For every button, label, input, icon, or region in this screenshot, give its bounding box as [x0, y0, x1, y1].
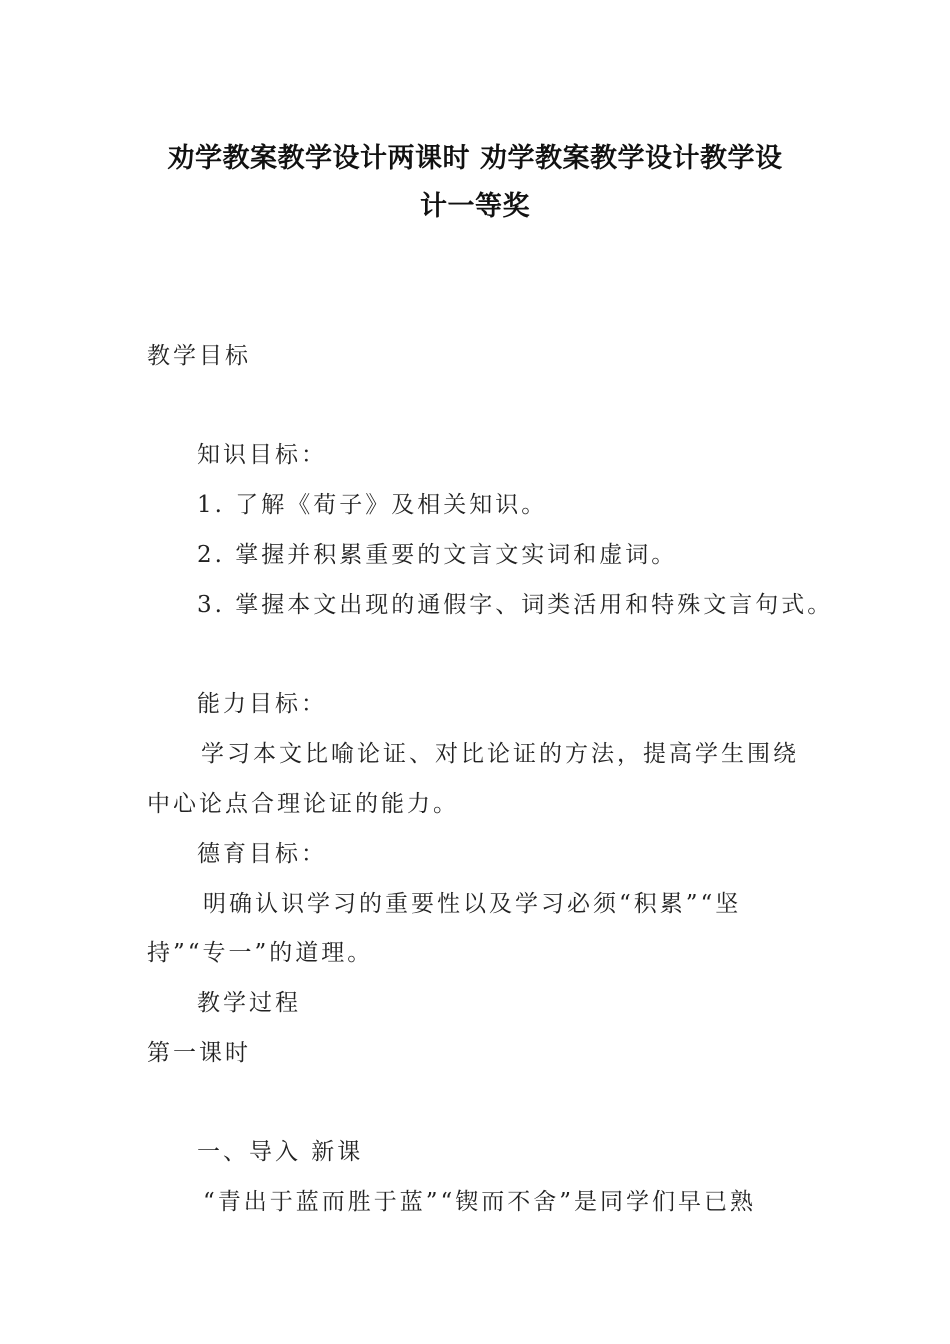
- subheading-moral-goals: 德育目标：: [197, 841, 327, 867]
- subheading-ability-goals: 能力目标：: [197, 691, 327, 717]
- document-title-line-2: 计一等奖: [420, 191, 530, 222]
- knowledge-goal-item-3: 3. 掌握本文出现的通假字、词类活用和特殊文言句式。: [197, 592, 834, 618]
- subheading-first-lesson: 第一课时: [147, 1040, 251, 1066]
- section-heading-teaching-process: 教学过程: [197, 990, 301, 1016]
- document-title-line-1: 劝学教案教学设计两课时 劝学教案教学设计教学设: [167, 143, 783, 174]
- moral-goal-paragraph-line-1: 明确认识学习的重要性以及学习必须“积累”“坚: [203, 891, 742, 917]
- ability-goal-paragraph-line-2: 中心论点合理论证的能力。: [147, 791, 459, 817]
- ability-goal-paragraph-line-1: 学习本文比喻论证、对比论证的方法，提高学生围绕: [201, 741, 799, 767]
- introduction-paragraph-line-1: “青出于蓝而胜于蓝”“锲而不舍”是同学们早已熟: [203, 1189, 757, 1215]
- subheading-knowledge-goals: 知识目标：: [197, 442, 327, 468]
- knowledge-goal-item-1: 1. 了解《荀子》及相关知识。: [197, 492, 548, 518]
- section-heading-teaching-goals: 教学目标: [147, 343, 251, 369]
- knowledge-goal-item-2: 2. 掌握并积累重要的文言文实词和虚词。: [197, 542, 678, 568]
- moral-goal-paragraph-line-2: 持”“专一”的道理。: [147, 940, 374, 966]
- step-heading-introduction: 一、导入 新课: [197, 1139, 364, 1165]
